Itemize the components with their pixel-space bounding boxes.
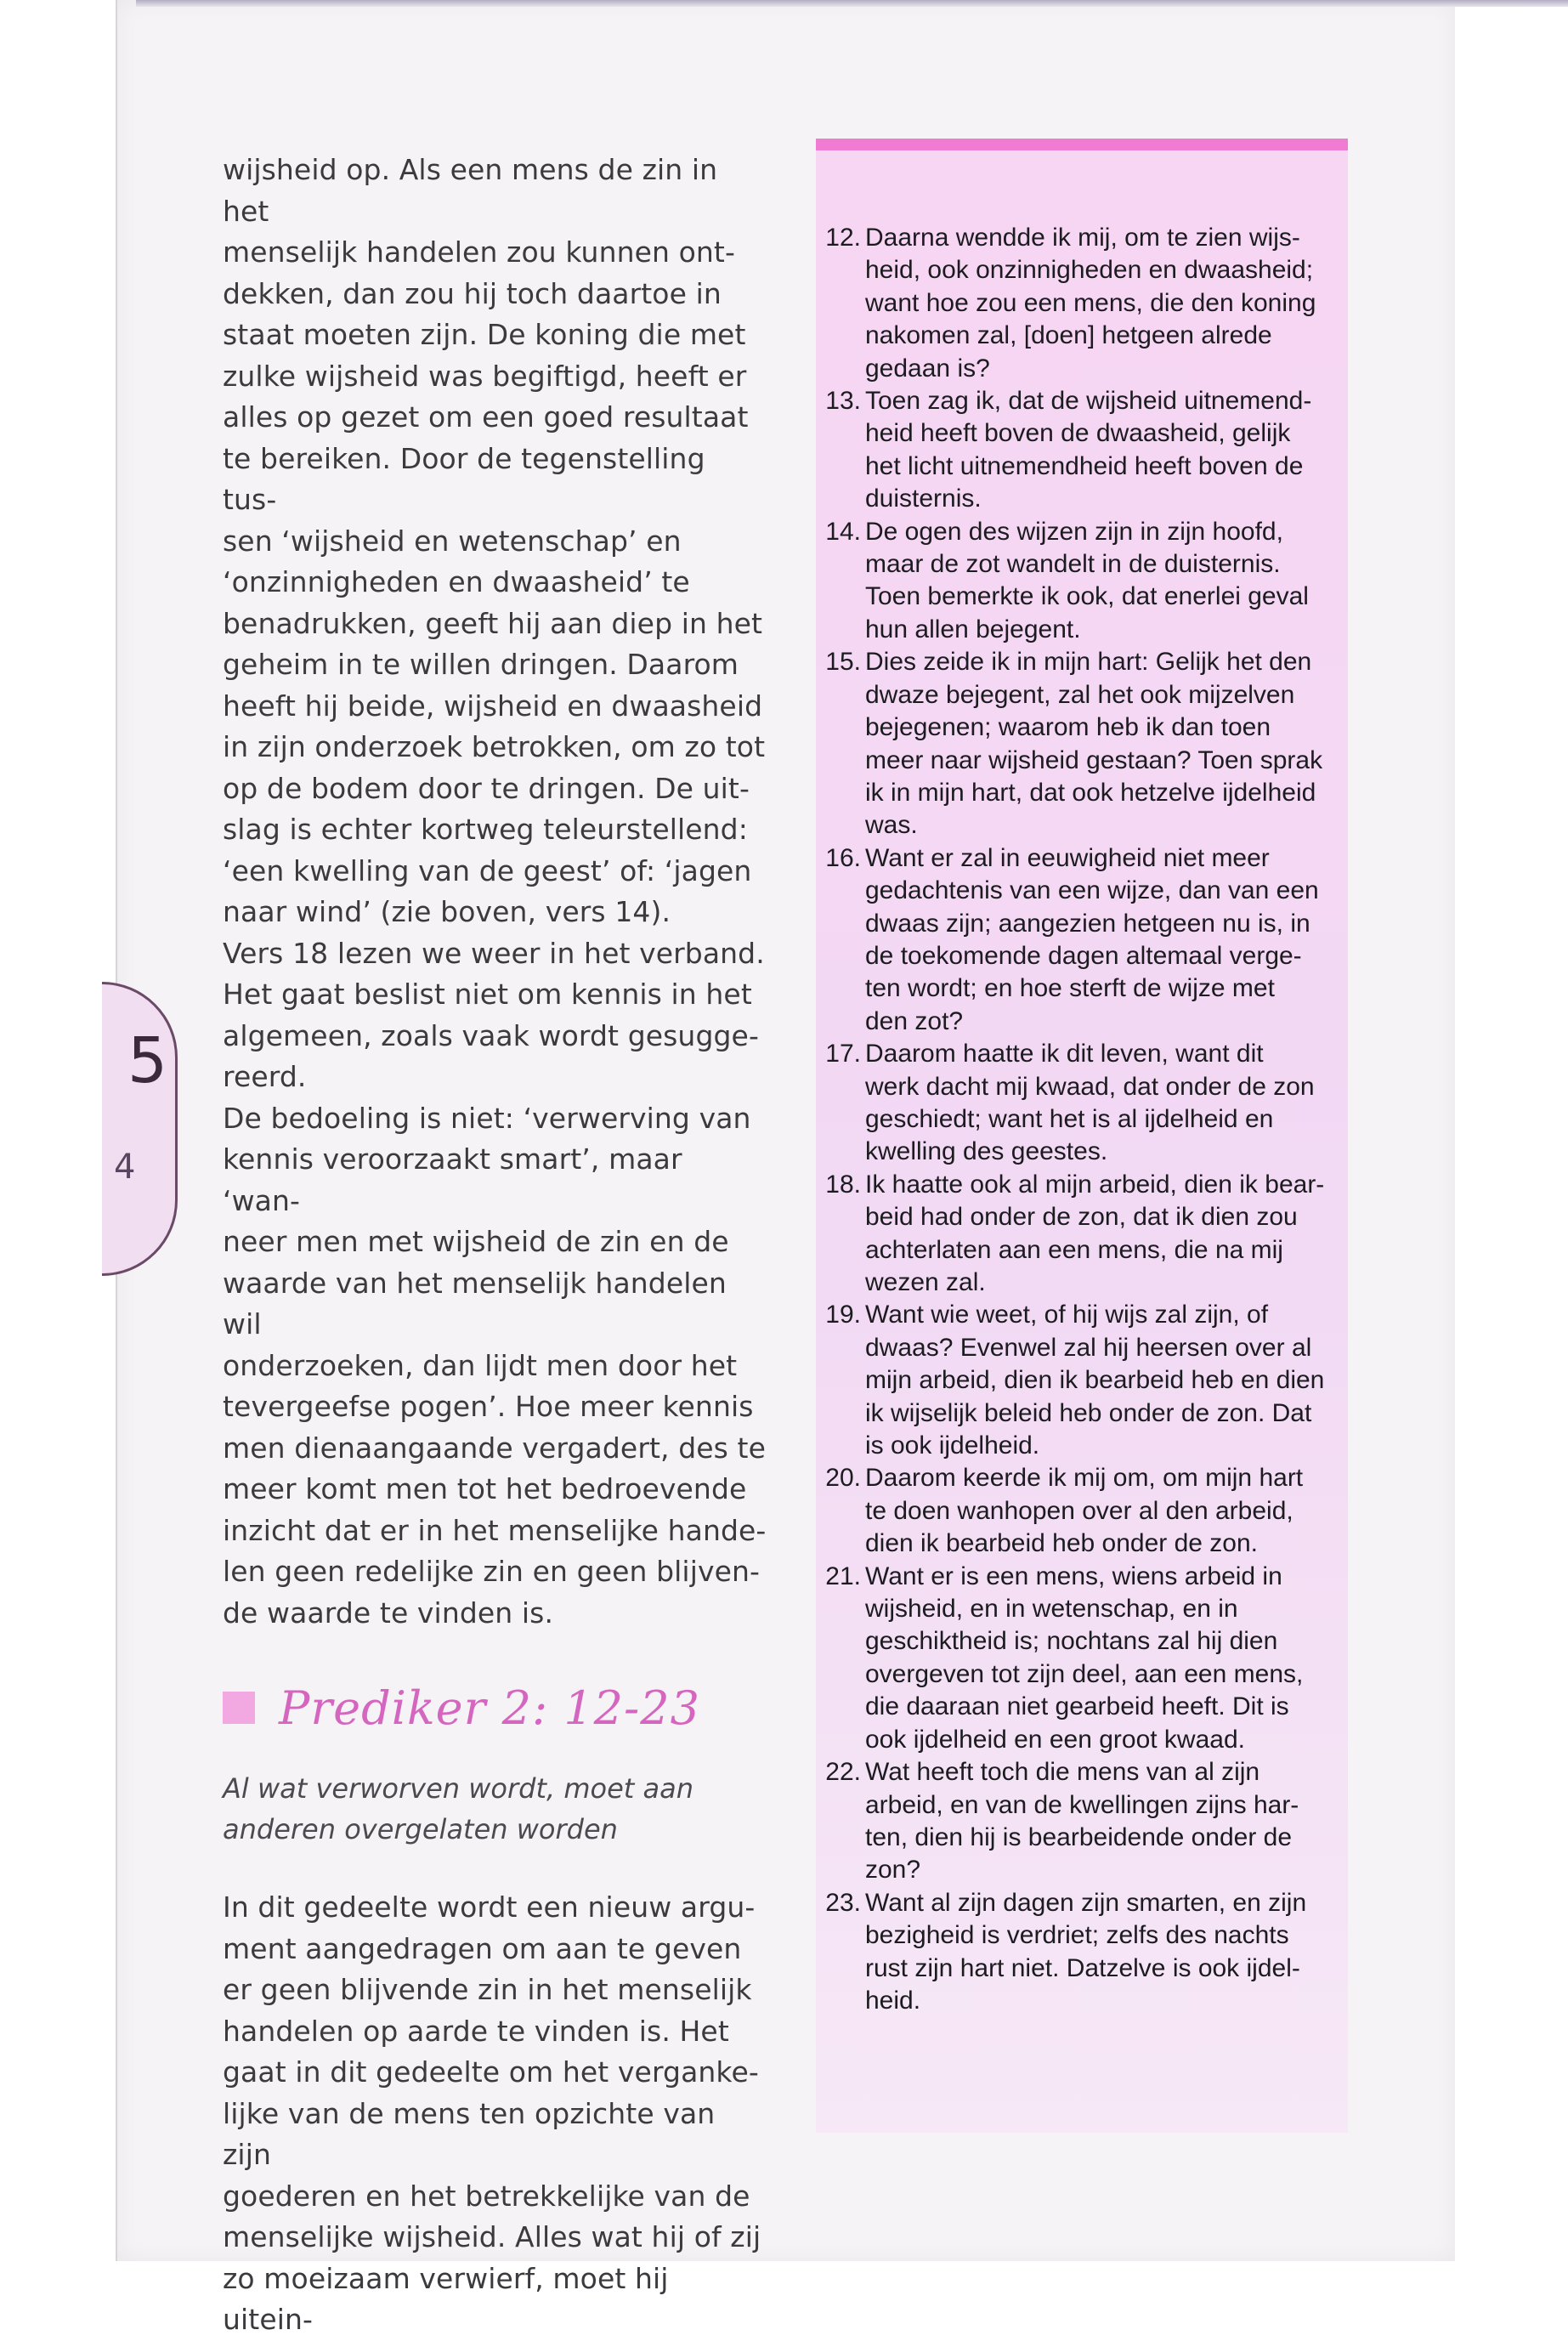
section-heading-title: Prediker 2: 12-23 [279,1681,700,1735]
verse-item [816,222,1348,385]
verse-text: Daarna wendde ik mij, om te zien wijs- heid, ook onzinnigheden en dwaasheid; want hoe zou een mens, die den koning nakomen zal, [doen] hetgeen alrede gedaan is? [865,224,1316,383]
verse-item [816,1887,1348,2018]
verse-text: Ik haatte ook al mijn arbeid, dien ik bear- beid had onder de zon, dat ik dien zou achterlaten aan een mens, die na mij wezen zal. [865,1170,1325,1296]
verse-item [816,646,1348,842]
verse-text: Want al zijn dagen zijn smarten, en zijn bezigheid is verdriet; zelfs des nachts rust zijn hart niet. Datzelve is ook ijdel- heid. [865,1888,1307,2015]
verse-item [816,516,1348,647]
verse-number: 19. [825,1301,861,1329]
verse-text: Daarom keerde ik mij om, om mijn hart te doen wanhopen over al den arbeid, dien ik bearbeid heb onder de zon. [865,1464,1304,1558]
verse-number: 22. [825,1758,861,1787]
verse-item [816,1756,1348,1887]
verse-number: 12. [825,224,861,252]
verse-text: Toen zag ik, dat de wijsheid uitnemend- heid heeft boven de dwaasheid, gelijk het licht uitnemendheid heeft boven de duisternis. [865,387,1312,513]
verse-item [816,1169,1348,1300]
verse-item [816,1561,1348,1756]
verse-text: Want er zal in eeuwigheid niet meer gedachtenis van een wijze, dan van een dwaas zijn; aangezien hetgeen nu is, in de toekomende dagen altemaal verge- ten wordt; en hoe sterft de wijze met den zot? [865,843,1319,1035]
chapter-tab-number: 5 [127,1024,168,1097]
commentary-paragraph-2: In dit gedeelte wordt een nieuw argu- ment aangedragen om aan te geven er geen blijvende zin in het menselijk handelen op aarde te vinden is. Het gaat in dit gedeelte om het verganke- lijke van de mens ten opzichte van zijn goederen en het betrekkelijke van de menselijke wijsheid. Alles wat hij of zij zo moeizaam verwierf, moet hij uitein- [223,1890,761,2336]
verse-item [816,385,1348,516]
verse-number: 21. [825,1562,861,1590]
commentary-column [223,150,767,2341]
verse-number: 23. [825,1888,861,1917]
verse-text: Dies zeide ik in mijn hart: Gelijk het den dwaze bejegent, zal het ook mijzelven bejegenen; waarom heb ik dan toen meer naar wijsheid gestaan? Toen sprak ik in mijn hart, dat ook hetzelve ijdelheid was. [865,648,1323,840]
verse-list [816,222,1348,2017]
section-heading [223,1678,767,1737]
verse-text: De ogen des wijzen zijn in zijn hoofd, maar de zot wandelt in de duisternis. Toen bemerkte ik ook, dat enerlei geval hun allen bejegent. [865,517,1309,643]
verse-item [816,842,1348,1038]
top-edge-strip [136,0,1568,7]
section-subtitle: Al wat verworven wordt, moet aan anderen overgelaten worden [223,1772,693,1845]
verse-text: Wat heeft toch die mens van al zijn arbeid, en van de kwellingen zijns har- ten, dien hij is bearbeidende onder de zon? [865,1758,1299,1885]
verse-item [816,1462,1348,1560]
verse-number: 17. [825,1040,861,1068]
verse-text: Want er is een mens, wiens arbeid in wijsheid, en in wetenschap, en in geschiktheid is; nochtans zal hij dien overgeven tot zijn deel, aan een mens, die daaraan niet gearbeid heeft. Dit is ook ijdelheid en een groot kwaad. [865,1562,1304,1754]
verse-number: 13. [825,387,861,416]
heading-square-icon [223,1692,255,1724]
verse-number: 15. [825,648,861,677]
chapter-tab-subnumber: 4 [114,1148,136,1187]
verse-number: 18. [825,1170,861,1199]
verse-number: 16. [825,843,861,872]
verse-text: Want wie weet, of hij wijs zal zijn, of dwaas? Evenwel zal hij heersen over al mijn arbeid, dien ik bearbeid heb en dien ik wijselijk beleid heb onder de zon. Dat is ook ijdelheid. [865,1301,1325,1460]
verse-number: 14. [825,517,861,546]
verse-item [816,1038,1348,1169]
verse-item [816,1299,1348,1462]
verse-text: Daarom haatte ik dit leven, want dit werk dacht mij kwaad, dat onder de zon geschiedt; want het is al ijdelheid en kwelling des geestes. [865,1040,1315,1166]
commentary-paragraph: wijsheid op. Als een mens de zin in het menselijk handelen zou kunnen ont- dekken, dan zou hij toch daartoe in staat moeten zijn. De koning die met zulke wijsheid was begiftigd, heeft er alles op gezet om een goed resultaat te bereiken. Door de tegenstelling tus- sen ‘wijsheid en wetenschap’ en ‘onzinnigheden en dwaasheid’ te benadrukken, geeft hij aan diep in het geheim in te willen dringen. Daarom heeft hij beide, wijsheid en dwaasheid in zijn onderzoek betrokken, om zo tot op de bodem door te dringen. De uit- slag is echter kortweg teleurstellend: ‘een kwelling van de geest’ of: ‘jagen naar wind’ (zie boven, vers 14). Vers 18 lezen we weer in het verband. Het gaat beslist niet om kennis in het algemeen, zoals vaak wordt gesugge- reerd. De bedoeling is niet: ‘verwerving van kennis veroorzaakt smart’, maar ‘wan- neer men met wijsheid de zin en de waarde van het menselijk handelen wil onderzoeken, dan lijdt men door het tevergeefse pogen’. Hoe meer kennis men dienaangaande vergadert, des te meer komt men tot het bedroevende inzicht dat er in het menselijke hande- len geen redelijke zin en geen blijven- de waarde te vinden is. [223,153,767,1630]
bible-text-panel [816,139,1348,2133]
verse-number: 20. [825,1464,861,1493]
